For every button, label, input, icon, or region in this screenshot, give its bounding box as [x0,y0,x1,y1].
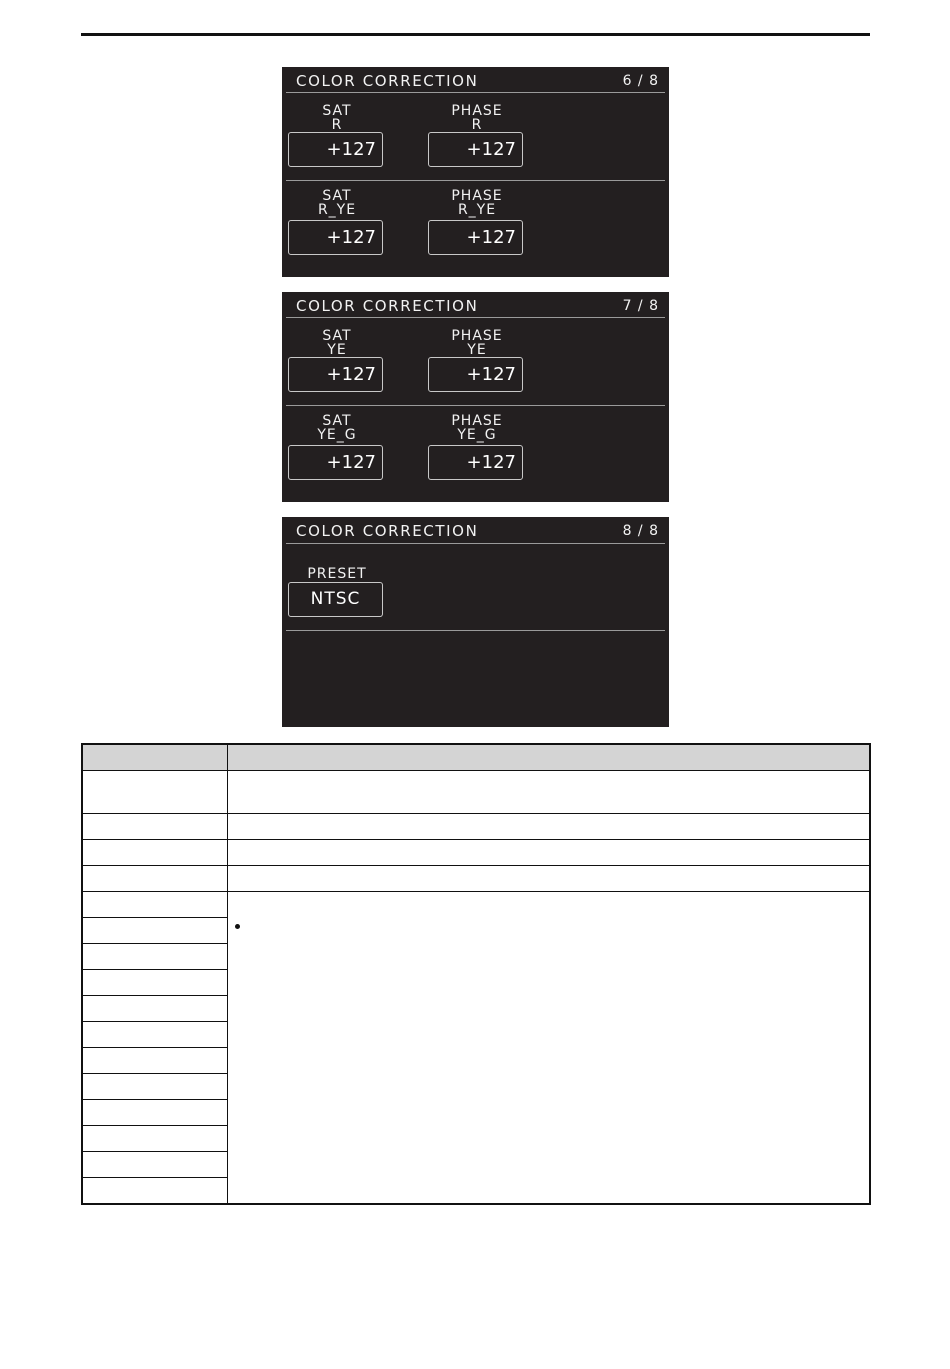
color-correction-screen-8 [282,517,669,727]
preset-value[interactable]: NTSC [288,582,383,617]
phase-ye-label: PHASE YE [451,328,503,358]
top-rule [81,33,870,36]
table-cell [228,771,871,814]
divider [286,543,665,544]
divider [286,180,665,181]
color-correction-screen-6 [282,67,669,277]
sat-ye-g-label: SAT YE_G [317,413,357,443]
table-cell [228,866,871,892]
divider [286,317,665,318]
preset-label: PRESET [307,566,367,582]
sat-ye-label: SAT YE [322,328,352,358]
divider [286,92,665,93]
table-cell [82,771,228,814]
phase-ye-g-label: PHASE YE_G [451,413,503,443]
table-cell [82,1022,228,1048]
table-cell [82,1152,228,1178]
table-header-cell [228,744,871,771]
divider [286,630,665,631]
table-cell [82,944,228,970]
table-cell [82,1178,228,1204]
table-cell [82,1100,228,1126]
bullet-icon [235,924,240,929]
table-row [82,814,870,840]
table-row [82,892,870,918]
table-header-row [82,744,870,771]
table-cell [228,840,871,866]
phase-r-ye-label: PHASE R_YE [451,188,503,218]
table-cell-merged [228,892,871,1204]
table-cell [82,918,228,944]
table-cell [82,814,228,840]
sat-r-ye-label: SAT R_YE [317,188,357,218]
sat-ye-g-value[interactable]: +127 [288,445,383,480]
color-correction-screen-7 [282,292,669,502]
phase-ye-value[interactable]: +127 [428,357,523,392]
sat-r-label: SAT R [322,103,352,133]
table-cell [82,866,228,892]
screen-title: COLOR CORRECTION [296,297,479,315]
table-cell [82,1074,228,1100]
phase-r-ye-value[interactable]: +127 [428,220,523,255]
table-row [82,866,870,892]
table-cell [82,1048,228,1074]
description-table [81,743,871,1205]
screen-title: COLOR CORRECTION [296,522,479,540]
table-row [82,840,870,866]
table-cell [228,814,871,840]
phase-r-label: PHASE R [451,103,503,133]
table-row [82,771,870,814]
phase-r-value[interactable]: +127 [428,132,523,167]
table-cell [82,1126,228,1152]
screen-title: COLOR CORRECTION [296,72,479,90]
sat-r-ye-value[interactable]: +127 [288,220,383,255]
sat-r-value[interactable]: +127 [288,132,383,167]
page-indicator: 8 / 8 [622,523,659,539]
page-indicator: 6 / 8 [622,73,659,89]
sat-ye-value[interactable]: +127 [288,357,383,392]
table-cell [82,996,228,1022]
phase-ye-g-value[interactable]: +127 [428,445,523,480]
table-header-cell [82,744,228,771]
table-cell [82,840,228,866]
page-indicator: 7 / 8 [622,298,659,314]
table-cell [82,892,228,918]
divider [286,405,665,406]
table-cell [82,970,228,996]
